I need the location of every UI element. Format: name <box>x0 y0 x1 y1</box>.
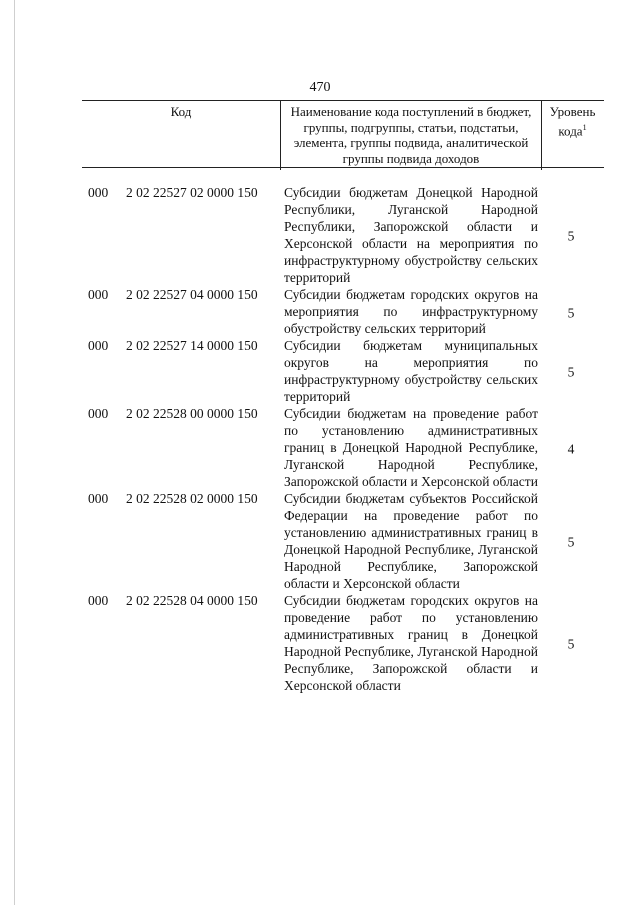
row-prefix: 000 <box>88 185 109 200</box>
row-name: Субсидии бюджетам городских округов на мероприятия по инфраструктурному обустройству сельских территорий <box>284 287 538 336</box>
header-code: Код <box>170 104 192 119</box>
row-code: 2 02 22528 02 0000 150 <box>126 491 258 506</box>
table-row <box>82 490 604 592</box>
header-level <box>541 101 604 170</box>
row-level <box>538 184 604 286</box>
table-row <box>82 405 604 490</box>
header-name: Наименование кода поступлений в бюджет, группы, подгруппы, статьи, подстатьи, элемента, группы подвида, аналитической группы подвида доходов <box>280 101 542 170</box>
table-row <box>82 337 604 405</box>
row-prefix: 000 <box>88 338 109 353</box>
row-level-value: 5 <box>567 228 575 244</box>
row-level <box>538 337 604 405</box>
row-prefix: 000 <box>88 406 109 421</box>
row-name: Субсидии бюджетам субъектов Российской Федерации на проведение работ по установлению административных границ в Донецкой Народной Республике, Луганской Народной Республике, Запорожской области и Херсонской области <box>284 491 538 591</box>
row-level <box>538 405 604 490</box>
row-name: Субсидии бюджетам городских округов на проведение работ по установлению административных границ в Донецкой Народной Республике, Луганской Народной Республике, Запорожской области и Херсонской области <box>284 593 538 693</box>
row-level <box>538 286 604 337</box>
row-prefix: 000 <box>88 491 109 506</box>
row-level-value: 5 <box>567 364 575 380</box>
row-code: 2 02 22528 04 0000 150 <box>126 593 258 608</box>
row-level-value: 5 <box>567 534 575 550</box>
row-level <box>538 490 604 592</box>
row-level-value: 5 <box>567 304 575 320</box>
table-row <box>82 286 604 337</box>
row-code: 2 02 22527 04 0000 150 <box>126 287 258 302</box>
row-code: 2 02 22527 02 0000 150 <box>126 185 258 200</box>
header-level-label: Уровень кода <box>549 104 596 138</box>
row-prefix: 000 <box>88 593 109 608</box>
row-level-value: 5 <box>567 636 575 652</box>
row-name: Субсидии бюджетам на проведение работ по установлению административных границ в Донецкой Народной Республике, Луганской Народной Республике, Запорожской области и Херсонской области <box>284 406 538 489</box>
row-name: Субсидии бюджетам Донецкой Народной Республики, Луганской Народной Республики, Запорожской области и Херсонской области на мероприятия по инфраструктурному обустройству сельских территорий <box>284 185 538 285</box>
row-level <box>538 592 604 694</box>
table-row <box>82 592 604 694</box>
row-code: 2 02 22528 00 0000 150 <box>126 406 258 421</box>
row-code: 2 02 22527 14 0000 150 <box>126 338 258 353</box>
row-level-value: 4 <box>567 440 575 456</box>
page-edge <box>14 0 15 905</box>
page-number: 470 <box>309 80 331 95</box>
table-header <box>82 100 604 168</box>
table-body <box>82 184 604 694</box>
row-prefix: 000 <box>88 287 109 302</box>
header-level-footnote: 1 <box>582 122 587 132</box>
row-name: Субсидии бюджетам муниципальных округов на мероприятия по инфраструктурному обустройству сельских территорий <box>284 338 538 404</box>
table-row <box>82 184 604 286</box>
